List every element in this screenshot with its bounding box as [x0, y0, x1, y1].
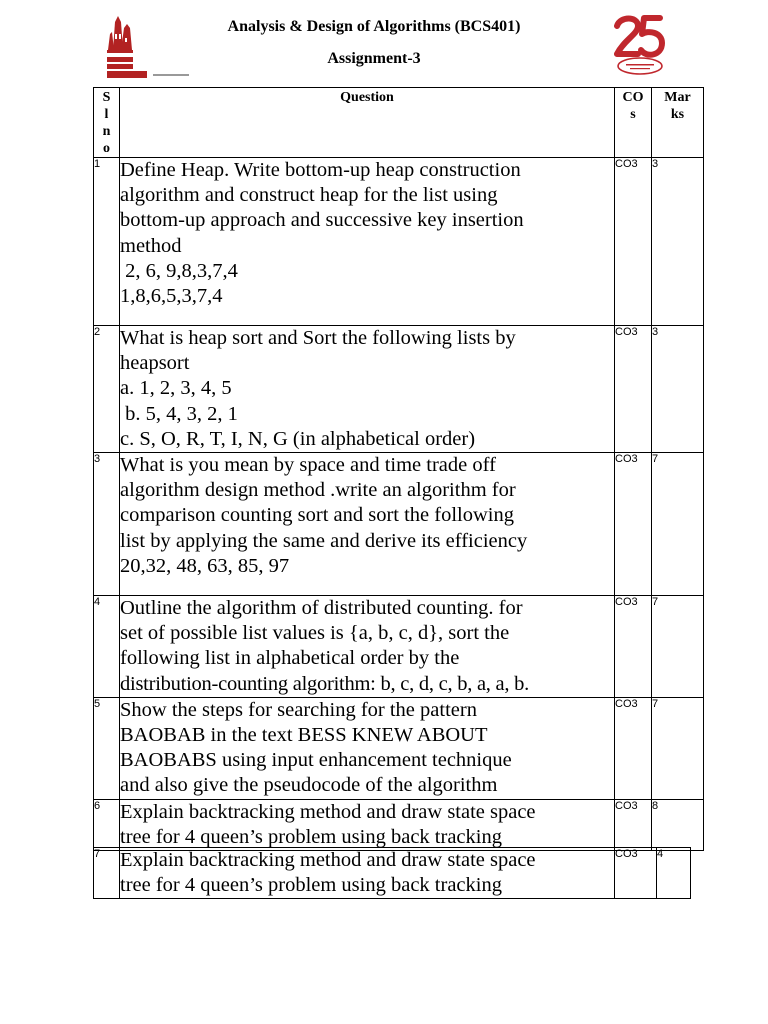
question-text: What is heap sort and Sort the following lists by heapsort a. 1, 2, 3, 4, 5 b. 5, 4, 3, 2, 1 c. S, O, R, T, I, N, G (in alphabetical order) [120, 326, 615, 453]
marks: 3 [652, 158, 704, 326]
course-outcome: CO3 [615, 453, 652, 596]
marks: 4 [657, 848, 691, 899]
question-text: What is you mean by space and time trade off algorithm design method .write an algorithm for comparison counting sort and sort the following list by applying the same and derive its efficiency 20,32, 48, 63, 85, 97 [120, 453, 615, 596]
course-outcome: CO3 [615, 799, 652, 850]
questions-table [93, 87, 704, 851]
question-number: 6 [94, 799, 120, 850]
question-number: 7 [94, 848, 120, 899]
page-title: Analysis & Design of Algorithms (BCS401) [227, 18, 521, 35]
table-row [94, 453, 704, 596]
table-header-row [94, 88, 704, 158]
header-cos: COs [615, 88, 652, 158]
table-row [94, 848, 691, 899]
question-number: 2 [94, 326, 120, 453]
marks: 7 [652, 596, 704, 698]
course-outcome: CO3 [615, 596, 652, 698]
header-slno: Slno [94, 88, 120, 158]
table-row [94, 697, 704, 799]
marks: 3 [652, 326, 704, 453]
question-text: Outline the algorithm of distributed counting. for set of possible list values is {a, b, c, d}, sort the following list in alphabetical order by the distribution-counting algorithm: b, c, d, c, b, a, a, b. [120, 596, 615, 698]
marks: 7 [652, 453, 704, 596]
question-number: 3 [94, 453, 120, 596]
course-outcome: CO3 [615, 697, 652, 799]
table-row [94, 326, 704, 453]
table-row [94, 799, 704, 850]
header-marks: Marks [652, 88, 704, 158]
marks: 8 [652, 799, 704, 850]
question-number: 4 [94, 596, 120, 698]
question-text: Explain backtracking method and draw state space tree for 4 queen’s problem using back tracking [120, 799, 615, 850]
question-text: Define Heap. Write bottom-up heap construction algorithm and construct heap for the list using bottom-up approach and successive key insertion method 2, 6, 9,8,3,7,4 1,8,6,5,3,7,4 [120, 158, 615, 326]
header-question: Question [120, 88, 615, 158]
question-text: Explain backtracking method and draw state space tree for 4 queen’s problem using back tracking [120, 848, 615, 899]
question-number: 1 [94, 158, 120, 326]
25-years-anniversary-logo [612, 14, 668, 78]
course-outcome: CO3 [615, 158, 652, 326]
table-row [94, 596, 704, 698]
college-logo [105, 12, 191, 80]
questions-table-continued [93, 847, 691, 899]
marks: 7 [652, 697, 704, 799]
course-outcome: CO3 [615, 848, 657, 899]
course-outcome: CO3 [615, 326, 652, 453]
assignment-subtitle: Assignment-3 [327, 50, 421, 67]
question-text: Show the steps for searching for the pattern BAOBAB in the text BESS KNEW ABOUT BAOBABS using input enhancement technique and also give the pseudocode of the algorithm [120, 697, 615, 799]
table-row [94, 158, 704, 326]
question-number: 5 [94, 697, 120, 799]
